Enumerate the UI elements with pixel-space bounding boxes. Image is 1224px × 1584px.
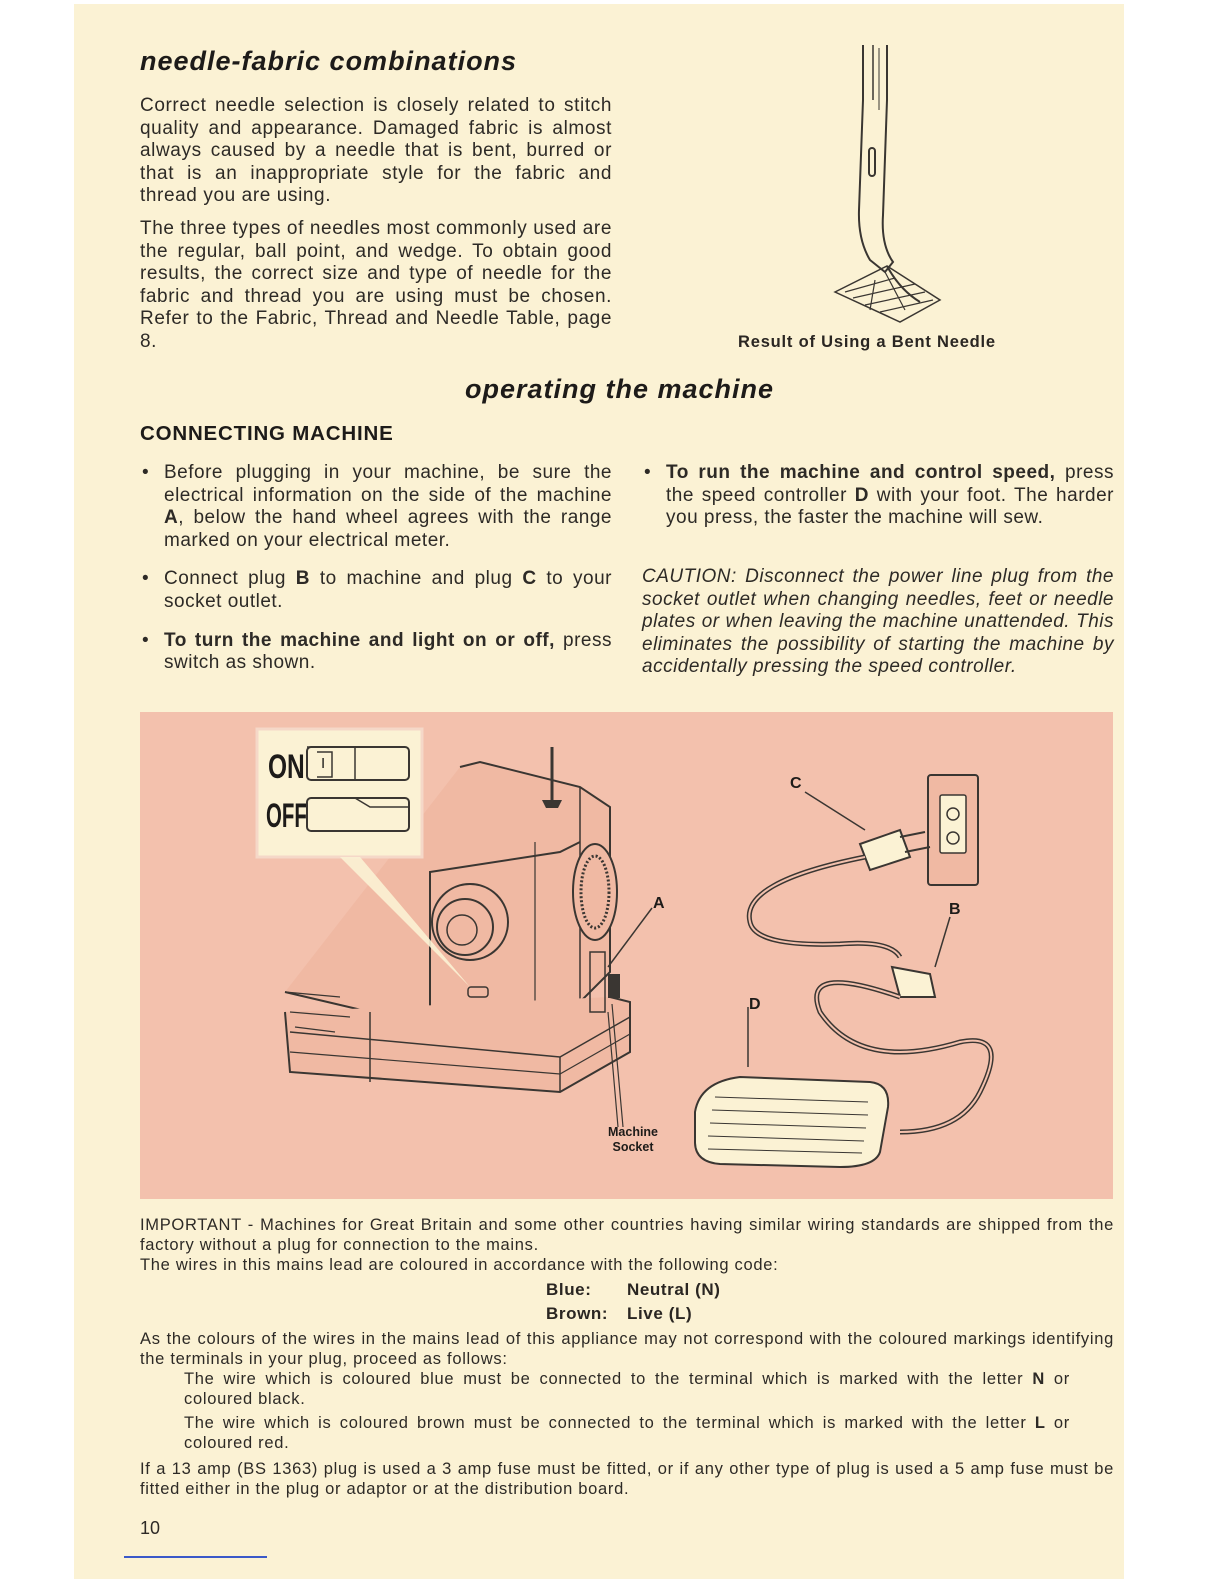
machine-socket-line2: Socket	[612, 1140, 654, 1154]
brown-wire-rule: The wire which is coloured brown must be connected to the terminal which is marked with the letter L or coloured red.	[184, 1414, 1070, 1452]
needle-paragraph-2: The three types of needles most commonly used are the regular, ball point, and wedge. To obtain good results, the correct size and type of needle for the fabric and thread you are using must be chosen. Refer to the Fabric, Thread and Needle Table, page 8.	[140, 218, 612, 352]
on-label: ON	[268, 748, 305, 786]
bent-needle-illustration	[825, 40, 965, 330]
important-text: IMPORTANT - Machines for Great Britain and some other countries having similar wiring standards are shipped from the factory without a plug for connection to the mains.	[140, 1216, 1114, 1254]
label-c: C	[790, 775, 802, 792]
switch-mark: I	[321, 755, 326, 772]
code-brown-colour: Brown:	[546, 1304, 609, 1323]
fuse-text: If a 13 amp (BS 1363) plug is used a 3 amp fuse must be fitted, or if any other type of plug is used a 5 amp fuse must be fitted either in the plug or adaptor or at the distribution board.	[140, 1460, 1114, 1498]
bent-needle-caption: Result of Using a Bent Needle	[738, 333, 996, 351]
machine-socket-line1: Machine	[608, 1125, 659, 1139]
connecting-bullets-left	[140, 462, 612, 691]
list-item: • To turn the machine and light on or off, press switch as shown.	[140, 630, 612, 675]
machine-socket-label	[608, 1125, 658, 1155]
wire-code-intro: The wires in this mains lead are coloured in accordance with the following code:	[140, 1256, 779, 1274]
list-item: • Connect plug B to machine and plug C to your socket outlet.	[140, 568, 612, 613]
caution-text: CAUTION: Disconnect the power line plug from the socket outlet when changing needles, feet or needle plates or when leaving the machine unattended. This eliminates the possibility of starting the machine by accidentally pressing the speed controller.	[642, 566, 1114, 678]
label-a: A	[653, 895, 665, 912]
label-d: D	[749, 996, 761, 1013]
list-item: • To run the machine and control speed, press the speed controller D with your foot. The harder you press, the faster the machine will sew.	[642, 462, 1114, 530]
list-item: • Before plugging in your machine, be sure the electrical information on the side of the machine A, below the hand wheel agrees with the range marked on your electrical meter.	[140, 462, 612, 552]
colour-correspondence-text: As the colours of the wires in the mains lead of this appliance may not correspond with the coloured markings identifying the terminals in your plug, proceed as follows:	[140, 1330, 1114, 1368]
link-underline	[124, 1556, 267, 1558]
code-brown-meaning: Live (L)	[627, 1304, 693, 1323]
blue-wire-rule: The wire which is coloured blue must be connected to the terminal which is marked with the letter N or coloured black.	[184, 1370, 1071, 1408]
section-title-operating: operating the machine	[465, 374, 775, 404]
connecting-machine-heading: CONNECTING MACHINE	[140, 422, 394, 445]
connecting-bullets-right	[642, 462, 1114, 546]
code-blue-colour: Blue:	[546, 1280, 592, 1299]
code-blue-meaning: Neutral (N)	[627, 1280, 721, 1299]
needle-paragraph-1: Correct needle selection is closely related to stitch quality and appearance. Damaged fabric is almost always caused by a needle that is bent, burred or that is an inappropriate style for the fabric and thread you are using.	[140, 95, 612, 207]
section-title-needle-fabric: needle-fabric combinations	[140, 46, 518, 76]
machine-connection-figure	[140, 712, 1113, 1199]
label-b: B	[949, 901, 961, 918]
page-number: 10	[140, 1518, 161, 1538]
off-label: OFF	[266, 797, 307, 835]
